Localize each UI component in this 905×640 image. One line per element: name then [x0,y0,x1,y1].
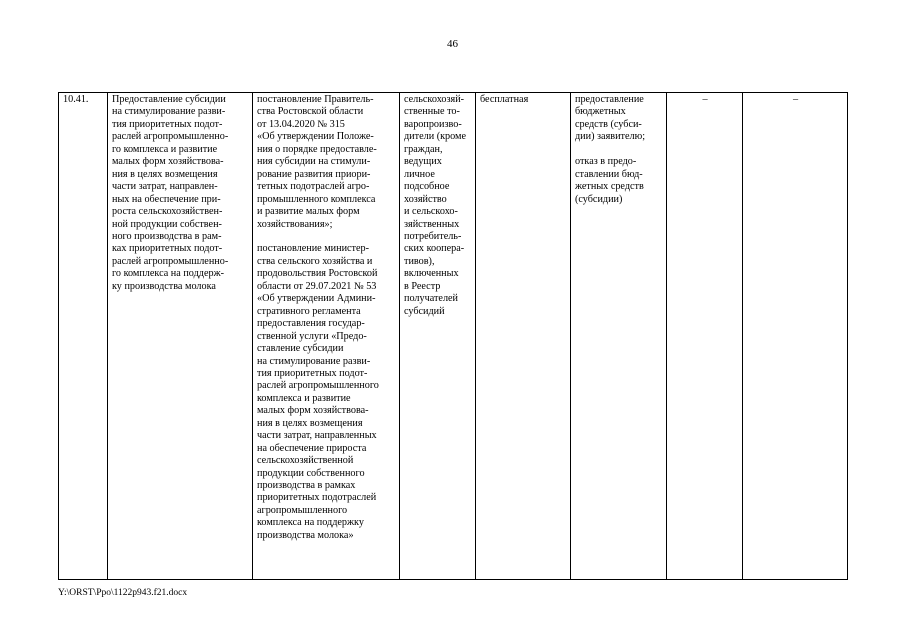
text-line: ственные то- [404,106,460,118]
text-line: ства Ростовской области [257,106,364,118]
footer-file-path: Y:\ORST\Ppo\1122p943.f21.docx [58,588,188,598]
recipients-cell [400,93,476,580]
text-line: комплекса и развитие [257,392,351,404]
text-line: ния в целях возмещения [257,417,363,429]
recipients-text [404,94,472,318]
text-line: бюджетных [575,106,626,118]
text-line: раслей агропромышленно- [112,131,229,143]
text-line: малых форм хозяйствова- [257,405,369,417]
text-line: «Об утверждении Положе- [257,131,374,143]
services-table [58,92,848,580]
text-line: дители (кроме [404,131,466,143]
text-line: (субсидии) [575,193,623,205]
text-line: ку производства молока [112,280,216,292]
service-name-cell [108,93,253,580]
text-line: постановление Правитель- [257,94,374,105]
text-line: Предоставление субсидии [112,94,226,105]
text-line: сельскохозяй- [404,94,465,105]
text-line: тивов), [404,255,435,267]
text-line: тия приоритетных подот- [257,367,368,379]
text-line: «Об утверждении Админи- [257,293,376,305]
text-line: в Реестр [404,280,441,292]
text-line [575,144,663,156]
text-line: продовольствия Ростовской [257,268,378,280]
legal-basis-text [257,94,396,542]
text-line: части затрат, направленных [257,430,377,442]
text-line: производства молока» [257,529,354,541]
text-line: постановление министер- [257,243,370,255]
text-line: граждан, [404,143,443,155]
text-line: стративного регламента [257,305,361,317]
service-name-text [112,94,249,293]
text-line: личное [404,168,435,180]
text-line: ках приоритетных подот- [112,243,223,255]
text-line: на обеспечение прироста [257,442,367,454]
text-line: ставление субсидии [257,343,344,355]
result-text [575,94,663,206]
text-line: подсобное [404,181,450,193]
row-number-cell: 10.41. [59,93,108,580]
text-line: раслей агропромышленно- [112,255,229,267]
text-line: и сельскохо- [404,206,458,218]
text-line: ства сельского хозяйства и [257,255,373,267]
text-line: жетных средств [575,181,644,193]
text-line: ведущих [404,156,442,168]
text-line: субсидий [404,305,445,317]
text-line: ния в целях возмещения [112,168,218,180]
text-line: рование развития приори- [257,168,371,180]
text-line: роста сельскохозяйствен- [112,206,223,218]
text-line: продукции собственного [257,467,365,479]
text-line: хозяйствования»; [257,218,333,230]
text-line: ния о порядке предоставле- [257,143,377,155]
text-line: получателей [404,293,459,305]
legal-basis-cell [253,93,400,580]
text-line: го комплекса и развитие [112,143,218,155]
text-line: го комплекса на поддерж- [112,268,224,280]
text-line: ния субсидии на стимули- [257,156,371,168]
text-line: варопроизво- [404,118,462,130]
text-line: предоставление [575,94,644,105]
text-line: тия приоритетных подот- [112,118,223,130]
text-line: промышленного комплекса [257,193,376,205]
text-line: потребитель- [404,230,462,242]
text-line: отказ в предо- [575,156,637,168]
text-line [257,231,396,243]
text-line: от 13.04.2020 № 315 [257,118,345,130]
text-line: раслей агропромышленного [257,380,379,392]
text-line: ских коопера- [404,243,465,255]
text-line: ных на обеспечение при- [112,193,221,205]
page-number: 46 [447,38,458,50]
text-line: сельскохозяйственной [257,455,354,467]
text-line: малых форм хозяйствова- [112,156,224,168]
text-line: и развитие малых форм [257,206,360,218]
table-row [59,93,848,580]
text-line: хозяйство [404,193,447,205]
text-line: производства в рамках [257,480,356,492]
text-line: ставлении бюд- [575,168,643,180]
text-line: тетных подотраслей агро- [257,181,370,193]
text-line: ственной услуги «Предо- [257,330,367,342]
text-line: области от 29.07.2021 № 53 [257,280,377,292]
text-line: включенных [404,268,459,280]
text-line: средств (субси- [575,118,642,130]
text-line: ной продукции собствен- [112,218,222,230]
column-8-cell: – [743,93,848,580]
column-7-cell: – [667,93,743,580]
cost-cell: бесплатная [476,93,571,580]
text-line: предоставления государ- [257,318,365,330]
text-line: агропромышленного [257,504,348,516]
text-line: ного производства в рам- [112,230,222,242]
text-line: зяйственных [404,218,460,230]
text-line: на стимулирование разви- [112,106,226,118]
result-cell [571,93,667,580]
text-line: приоритетных подотраслей [257,492,377,504]
text-line: части затрат, направлен- [112,181,218,193]
text-line: комплекса на поддержку [257,517,364,529]
text-line: на стимулирование разви- [257,355,371,367]
text-line: дии) заявителю; [575,131,646,143]
